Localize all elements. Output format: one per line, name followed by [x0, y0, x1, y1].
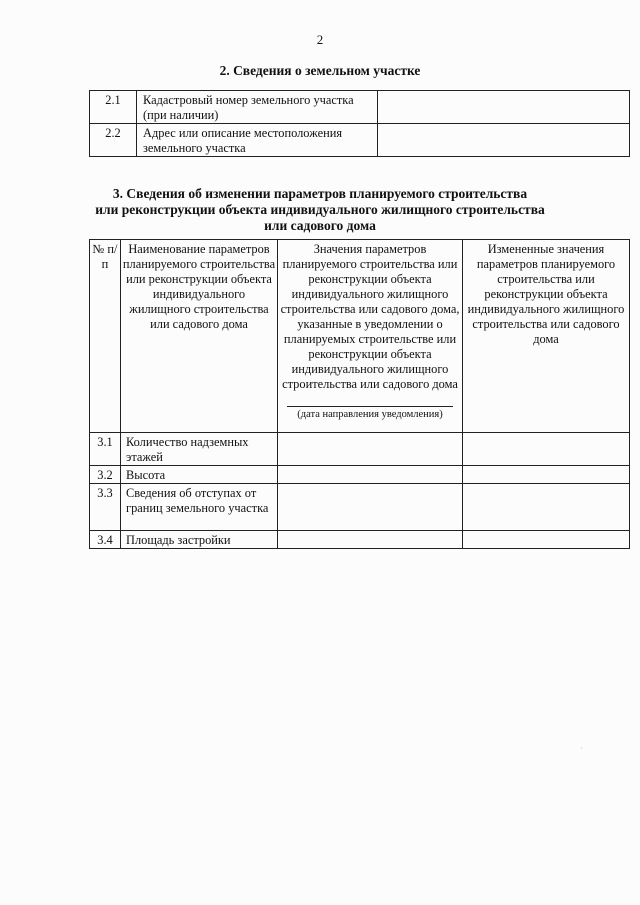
notified-value-cell[interactable] [278, 433, 463, 466]
row-number: 2.1 [90, 91, 137, 124]
row-value-cell[interactable] [378, 124, 630, 157]
row-label: Кадастровый номер земельного участка (при наличии) [137, 91, 378, 124]
changed-value-cell[interactable] [463, 433, 630, 466]
section-3-title-line-3: или садового дома [264, 218, 376, 233]
changed-value-cell[interactable] [463, 466, 630, 484]
header-notified-values [278, 240, 463, 433]
header-notified-values-text: Значения параметров планируемого строительства или реконструкции объекта индивидуального жилищного строительства или садового дома, указанные в уведомлении о планируемых строительстве или реконструкции объекта индивидуального жилищного строительства или садового дома [280, 242, 460, 391]
notified-value-cell[interactable] [278, 531, 463, 549]
row-number: 3.1 [90, 433, 121, 466]
changed-value-cell[interactable] [463, 484, 630, 531]
header-row [90, 240, 630, 433]
land-plot-table [89, 90, 630, 157]
section-3-title [0, 186, 640, 234]
table-row [90, 433, 630, 466]
row-label: Высота [121, 466, 278, 484]
header-parameter-name: Наименование параметров планируемого строительства или реконструкции объекта индивидуального жилищного строительства или садового дома [121, 240, 278, 433]
row-number: 3.4 [90, 531, 121, 549]
notified-value-cell[interactable] [278, 484, 463, 531]
table-row [90, 531, 630, 549]
row-label: Сведения об отступах от границ земельного участка [121, 484, 278, 531]
table-row [90, 484, 630, 531]
row-value-cell[interactable] [378, 91, 630, 124]
row-label: Количество надземных этажей [121, 433, 278, 466]
row-number: 2.2 [90, 124, 137, 157]
row-number: 3.2 [90, 466, 121, 484]
section-2-title: 2. Сведения о земельном участке [219, 63, 421, 78]
row-number: 3.3 [90, 484, 121, 531]
header-num: № п/п [90, 240, 121, 433]
scan-speck: · [580, 744, 583, 753]
table-row [90, 91, 630, 124]
row-label: Адрес или описание местоположения земельного участка [137, 124, 378, 157]
notification-date-caption: (дата направления уведомления) [287, 406, 453, 421]
page-number: 2 [316, 32, 324, 47]
table-row [90, 466, 630, 484]
section-3-title-line-2: или реконструкции объекта индивидуального жилищного строительства [95, 202, 545, 217]
notified-value-cell[interactable] [278, 466, 463, 484]
construction-parameters-table [89, 239, 630, 549]
changed-value-cell[interactable] [463, 531, 630, 549]
header-changed-values: Измененные значения параметров планируемого строительства или реконструкции объекта индивидуального жилищного строительства или садового дома [463, 240, 630, 433]
section-3-title-line-1: 3. Сведения об изменении параметров планируемого строительства [112, 186, 528, 201]
table-row [90, 124, 630, 157]
row-label: Площадь застройки [121, 531, 278, 549]
